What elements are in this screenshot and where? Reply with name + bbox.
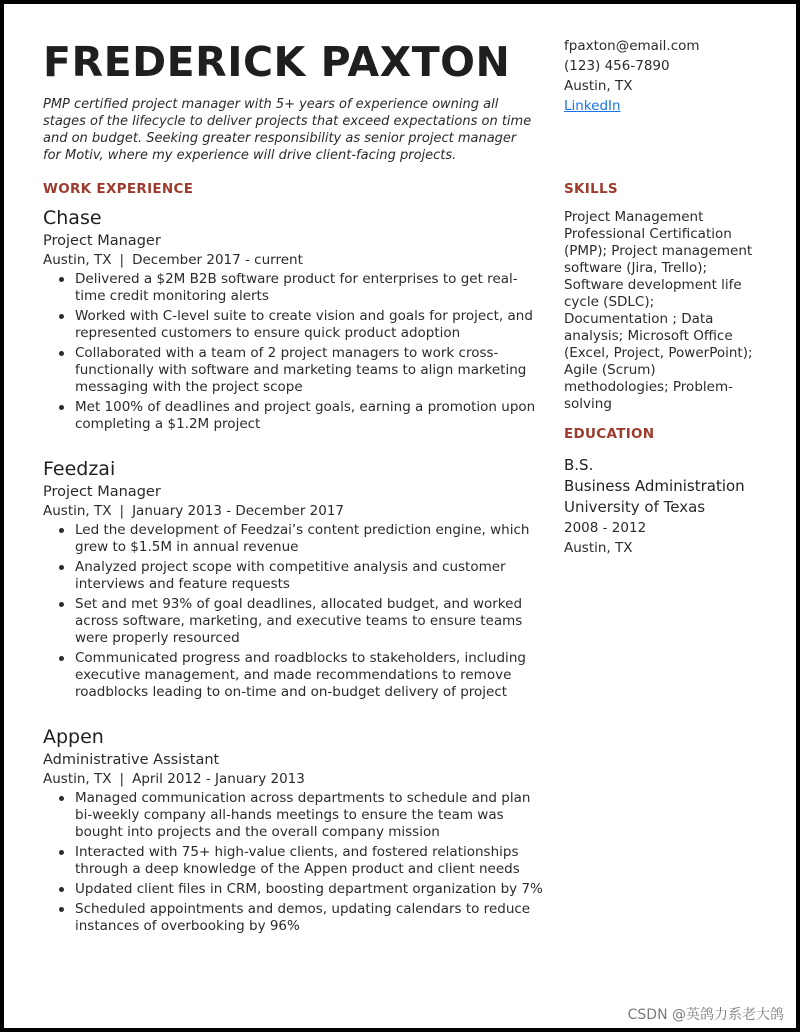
job-company: Feedzai (43, 458, 116, 480)
resume-page (4, 4, 796, 1028)
meta-separator: | (119, 503, 125, 519)
job-meta (43, 770, 543, 789)
job-location: Austin, TX (43, 503, 112, 519)
job-dates: January 2013 - December 2017 (132, 503, 345, 519)
meta-separator: | (119, 771, 125, 787)
job-bullet: Worked with C-level suite to create vision and goals for project, and represented customers to ensure quick product adoption (43, 308, 543, 342)
job-bullet: Interacted with 75+ high-value clients, and fostered relationships through a deep knowledge of the Appen product and client needs (43, 844, 543, 878)
job-bullet: Analyzed project scope with competitive analysis and customer interviews and feature requests (43, 559, 543, 593)
job-dates: December 2017 - current (132, 252, 303, 268)
job-bullet: Set and met 93% of goal deadlines, allocated budget, and worked across software, marketing, and executive teams to ensure teams were properly resourced (43, 596, 543, 647)
job-bullet: Communicated progress and roadblocks to stakeholders, including executive management, and made recommendations to remove roadblocks leading to on-time and on-budget delivery of project (43, 650, 543, 701)
watermark: CSDN @英鸽力系老大鸽 (627, 1007, 784, 1023)
job-bullet: Managed communication across departments to schedule and plan bi-weekly company all-hands meetings to ensure the team was bought into projects and the overall company mission (43, 790, 543, 841)
job-bullet: Collaborated with a team of 2 project managers to work cross-functionally with software and marketing teams to align marketing messaging with the project scope (43, 345, 543, 396)
education-heading: EDUCATION (564, 426, 655, 442)
edu-location: Austin, TX (564, 540, 633, 556)
job-bullet: Scheduled appointments and demos, updating calendars to reduce instances of overbooking by 96% (43, 901, 543, 935)
summary: PMP certified project manager with 5+ years of experience owning all stages of the lifecycle to deliver projects that exceed expectations on time and on budget. Seeking greater responsibility as senior project manager for Motiv, where my experience will drive client-facing projects. (43, 97, 532, 163)
meta-separator: | (119, 252, 125, 268)
skills-list: Project Management Professional Certification (PMP); Project management software (Jira, Trello); Software development life cycle (SDLC); Documentation ; Data analysis; Microsoft Office (Excel, Project, PowerPoint); Agile (Scrum) methodologies; Problem-solving (564, 209, 753, 412)
job-dates: April 2012 - January 2013 (132, 771, 305, 787)
job-location: Austin, TX (43, 252, 112, 268)
linkedin-link[interactable]: LinkedIn (564, 98, 621, 114)
job-meta (43, 251, 543, 270)
job-company: Chase (43, 207, 102, 229)
job-feedzai (43, 457, 543, 704)
candidate-name: FREDERICK PAXTON (43, 38, 511, 86)
work-experience-heading: WORK EXPERIENCE (43, 181, 194, 197)
job-role: Administrative Assistant (43, 752, 220, 768)
job-location: Austin, TX (43, 771, 112, 787)
job-chase (43, 206, 543, 436)
edu-field: Business Administration (564, 477, 745, 495)
job-bullet: Updated client files in CRM, boosting department organization by 7% (43, 881, 543, 898)
contact-email: fpaxton@email.com (564, 38, 700, 54)
education-block (564, 455, 784, 558)
job-role: Project Manager (43, 484, 161, 500)
job-role: Project Manager (43, 233, 161, 249)
edu-school: University of Texas (564, 498, 706, 516)
job-bullet: Delivered a $2M B2B software product for enterprises to get real-time credit monitoring alerts (43, 271, 543, 305)
contact-block (564, 36, 784, 116)
job-company: Appen (43, 726, 104, 748)
contact-location: Austin, TX (564, 78, 633, 94)
edu-degree: B.S. (564, 456, 594, 474)
contact-phone: (123) 456-7890 (564, 58, 670, 74)
edu-dates: 2008 - 2012 (564, 520, 647, 536)
job-bullets (43, 522, 543, 701)
job-meta (43, 502, 543, 521)
job-bullets (43, 790, 543, 935)
job-bullet: Led the development of Feedzai’s content prediction engine, which grew to $1.5M in annual revenue (43, 522, 543, 556)
job-appen (43, 725, 543, 938)
job-bullet: Met 100% of deadlines and project goals, earning a promotion upon completing a $1.2M project (43, 399, 543, 433)
skills-heading: SKILLS (564, 181, 618, 197)
job-bullets (43, 271, 543, 433)
